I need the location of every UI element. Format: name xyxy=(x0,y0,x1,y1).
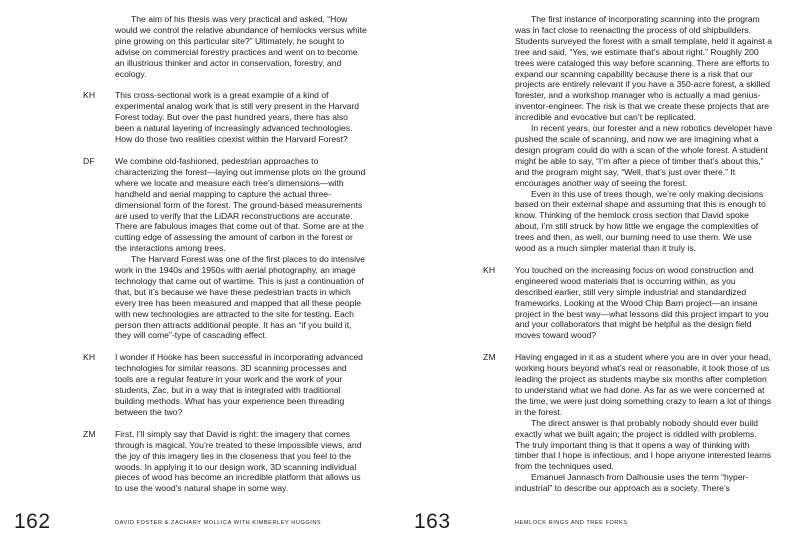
paragraph: I wonder if Hooke has been successful in incorporating advanced technologies for similar reasons. 3D scanning processes and tools are a regular feature in your work and the work of your students, Zac, but in a way that is integrated with traditional building methods. What has your experience been threading between the two? xyxy=(115,352,363,417)
paragraph: Even in this use of trees though, we’re only making decisions based on their external shape and assuming that this is enough to know. Thinking of the hemlock cross section that David spoke about, I’m still struck by how little we engage the complexities of trees and then, as well, our burning need to use them. We use wood as a much simpler material than it truly is. xyxy=(515,188,766,254)
paragraph: In recent years, our forester and a new robotics developer have pushed the scale of scanning, and now we are imagining what a design program could do with a scan of the whole forest. A student might be able to say, “I’m after a piece of timber that’s about this,” and the program might say, “Well, that’s just over there.” It encourages another way of seeing the forest. xyxy=(515,123,773,188)
paragraph: First, I’ll simply say that David is right: the imagery that comes through is magical. You’re treated to these impossible views, and the joy of this imagery lies in the closeness that you feel to the woods. In applying it to our design work, 3D scanning individual pieces of wood has become an incredible platform that allows us to use the wood’s natural shape in some way. xyxy=(115,428,362,494)
interview-entry xyxy=(515,14,773,254)
right-page xyxy=(400,0,800,550)
right-text-column xyxy=(483,14,773,494)
paragraph: The aim of his thesis was very practical and asked, “How would we control the relative abundance of hemlocks versus white pine growing on this particular site?” Ultimately, he sought to advise on commercial forestry practices and went on to become an illustrious thinker and actor in conservation, forestry, and ecology. xyxy=(115,14,367,79)
interview-entry xyxy=(483,352,773,494)
interview-entry xyxy=(83,155,367,341)
paragraph: The direct answer is that probably nobody should ever build exactly what we built again; the project is riddled with problems. The truly important thing is that it opens a way of thinking with timber that I hope is infectious, and I hope anyone interested learns from the techniques used. xyxy=(515,417,772,472)
page-number: 163 xyxy=(414,510,451,533)
speaker-initials: KH xyxy=(483,264,496,275)
interview-entry xyxy=(83,90,367,145)
interview-entry xyxy=(83,428,367,494)
paragraph: Emanuel Jannasch from Dalhousie uses the term “hyper-industrial” to describe our approach as a society. There’s xyxy=(515,472,749,494)
paragraph: Having engaged in it as a student where you are in over your head, working hours beyond what’s real or reasonable, it took those of us leading the project as students maybe six months after completion to understand what we had done. As far as we were concerned at the time, we were just doing something crazy to learn a lot of things in the forest. xyxy=(515,352,772,417)
paragraph: The Harvard Forest was one of the first places to do intensive work in the 1940s and 1950s with aerial photography, an image technology that came out of wartime. This is just a continuation of that, but it’s because we have these pedestrian tracts in which every tree has been measured and mapped that all these people with new technologies are attracted to the site for testing. Each person then attracts additional people. It has an “if you build it, they will come”-type of cascading effect. xyxy=(115,254,366,341)
speaker-initials: ZM xyxy=(483,352,496,363)
paragraph: This cross-sectional work is a great example of a kind of experimental analog work that is still very present in the Harvard Forest today. But over the past hundred years, there has also been a natural layering of increasingly advanced technologies. How do those two realities coexist within the Harvard Forest? xyxy=(115,90,360,145)
paragraph: We combine old-fashioned, pedestrian approaches to characterizing the forest—laying out immense plots on the ground where we locate and measure each tree’s dimensions—with handheld and aerial mapping to capture the actual three-dimensional form of the forest. The ground-based measurements are used to verify that the LiDAR reconstructions are accurate. There are fabulous images that come out of that. Some are at the cutting edge of assessing the amount of carbon in the forest or the interactions among trees. xyxy=(115,155,366,254)
running-head: DAVID FOSTER & ZACHARY MOLLICA WITH KIMBERLEY HUGGINS xyxy=(115,520,322,526)
speaker-initials: KH xyxy=(83,90,96,101)
speaker-initials: ZM xyxy=(83,428,96,439)
page-number: 162 xyxy=(14,510,51,533)
running-head: HEMLOCK RINGS AND TREE FORKS xyxy=(515,520,628,526)
paragraph: You touched on the increasing focus on wood construction and engineered wood materials that is occurring within, as you described earlier, still very simple industrial and standardized frameworks. Looking at the Wood Chip Barn project—an insane project in the best way—what lessons did this project impart to you and your collaborators that might be helpful as the design field moves toward wood? xyxy=(515,264,769,341)
paragraph: The first instance of incorporating scanning into the program was in fact close to reenacting the process of old shipbuilders. Students surveyed the forest with a small template, held it against a tree and said, “Yes, we estimate that’s about right.” Roughly 200 trees were cataloged this way before scanning. There are efforts to expand our scanning capability because there is a risk that our projects are entirely relevant if you have a 350-acre forest, a skilled forester, and a workshop manager who is actually a mad genius-inventor-engineer. The risk is that we create these projects that are incredible and evocative but can’t be replicated. xyxy=(515,14,772,123)
interview-entry xyxy=(83,352,367,417)
interview-entry xyxy=(115,14,367,79)
left-text-column xyxy=(83,14,367,494)
speaker-initials: DF xyxy=(83,155,95,166)
speaker-initials: KH xyxy=(83,352,96,363)
interview-entry xyxy=(483,264,773,341)
